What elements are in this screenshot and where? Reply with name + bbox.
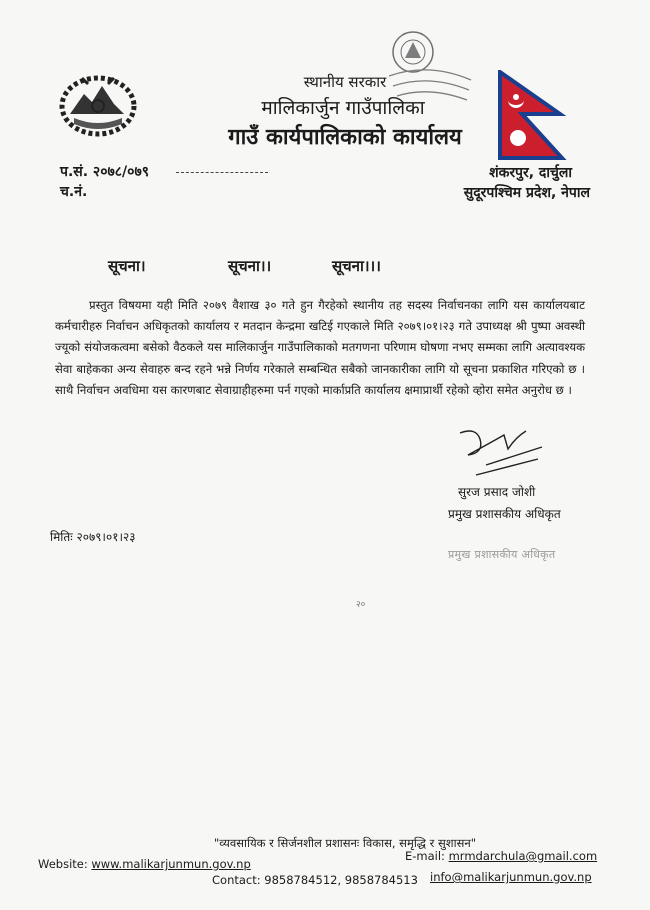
footer-info-email: [430, 870, 592, 884]
notice-heading-1: सूचना।: [108, 257, 146, 275]
notice-heading-3: सूचना।।।: [332, 257, 381, 275]
address-line-2: सुदूरपश्चिम प्रदेश, नेपाल: [463, 185, 590, 201]
local-government-label: स्थानीय सरकार: [303, 73, 387, 91]
signer-title: प्रमुख प्रशासकीय अधिकृत: [448, 507, 561, 521]
info-email-link[interactable]: info@malikarjunmun.gov.np: [430, 870, 592, 884]
contact-numbers: 9858784512, 9858784513: [264, 873, 418, 887]
signature-icon: [446, 425, 546, 479]
footer-website: [38, 857, 251, 871]
notice-body: प्रस्तुत विषयमा यही मिति २०७९ वैशाख ३० गते हुन गैरहेको स्थानीय तह सदस्य निर्वाचनका लागि यस कार्यालयबाट कर्मचारीहरु निर्वाचन अधिकृतको कार्यालय र मतदान केन्द्रमा खटिई गएकाले मिति २०७९।०१।२३ गते उपाध्यक्ष श्री पुष्पा अवस्थी ज्यूको संयोजकत्वमा बसेको वैठकले यस मालिकार्जुन गाउँपालिकाको मतगणना परिणाम घोषणा नभए सम्मका लागि अत्यावश्यक सेवा बाहेकका अन्य सेवाहरु बन्द रहने भन्ने निर्णय गरेकाले सम्बन्धित सबैको जानकारीका लागि यो सूचना प्रकाशित गरिएको छ । साथै निर्वाचन अवधिमा यस कारणबाट सेवाग्राहीहरुमा पर्न गएको मार्काप्रति कार्यालय क्षमाप्रार्थी रहेको व्होरा समेत अनुरोध छ ।: [55, 298, 585, 397]
website-label: Website:: [38, 857, 88, 871]
signer-name: सुरज प्रसाद जोशी: [458, 485, 536, 499]
footer-email: [405, 849, 597, 863]
notice-heading-2: सूचना।।: [228, 257, 272, 275]
title-stamp: प्रमुख प्रशासकीय अधिकृत: [448, 548, 556, 561]
email-label: E-mail:: [405, 849, 445, 863]
contact-label: Contact:: [212, 873, 261, 887]
footer-contact: [212, 873, 418, 887]
office-title: गाउँ कार्यपालिकाको कार्यालय: [228, 125, 462, 150]
reference-blank-line: [176, 172, 268, 173]
footer-motto: "व्यवसायिक र सिर्जनशील प्रशासनः विकास, समृद्धि र सुशासन": [213, 836, 477, 850]
municipality-name: मालिकार्जुन गाउँपालिका: [261, 97, 425, 119]
notice-date: मितिः २०७९।०१।२३: [50, 530, 136, 544]
email-link[interactable]: mrmdarchula@gmail.com: [448, 849, 598, 863]
address-line-1: शंकरपुर, दार्चुला: [489, 165, 572, 181]
dispatch-number: च.नं.: [60, 184, 88, 200]
reference-number: प.सं. २०७८/०७९: [60, 164, 149, 180]
website-link[interactable]: www.malikarjunmun.gov.np: [91, 857, 251, 871]
page-mark: २०: [356, 600, 366, 610]
